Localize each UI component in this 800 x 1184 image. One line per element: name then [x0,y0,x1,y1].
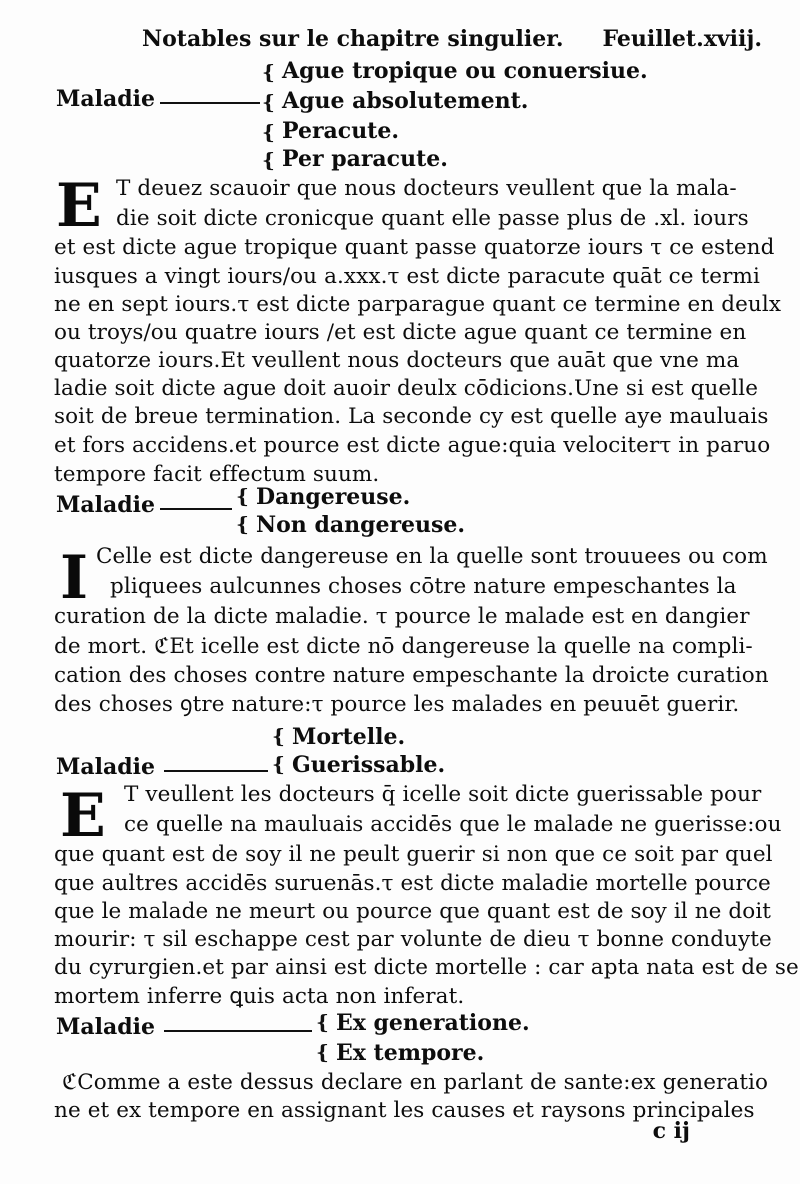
diagram-connector [164,1030,312,1032]
diagram-item: Ague absolutement. [282,88,529,114]
header-title: Notables sur le chapitre singulier. [142,26,564,52]
folio-number: Feuillet.xviij. [602,26,762,52]
brace-icon: { [236,512,249,536]
diagram-connector [164,770,268,772]
brace-icon: { [236,484,249,508]
text-line: ladie soit dicte ague doit auoir deulx cōdicions.Une si est quelle [54,376,759,401]
brace-icon: { [262,60,275,84]
diagram-item: Ex generatione. [336,1010,530,1036]
diagram-item: Guerissable. [292,752,446,778]
diagram-label: Maladie [56,86,155,112]
text-line: curation de la dicte maladie. τ pource le malade est en dangier [54,604,750,629]
text-line: tempore facit effectum suum. [54,462,380,487]
diagram-item: Ex tempore. [336,1040,485,1066]
brace-icon: { [316,1040,329,1064]
brace-icon: { [272,724,285,748]
drop-cap: E [56,171,102,241]
text-line: ce quelle na mauluais accidēs que le malade ne guerisse:ou [124,812,782,837]
drop-cap: E [60,781,106,851]
brace-icon: { [262,120,275,144]
diagram-item: Ague tropique ou conuersiue. [282,58,648,84]
text-line: que quant est de soy il ne peult guerir si non que ce soit par quel [54,842,773,867]
text-line: ou troys/ou quatre iours /et est dicte ague quant ce termine en [54,320,747,345]
diagram-connector [160,102,260,104]
diagram-item: Dangereuse. [256,484,411,510]
text-line: de mort. ℭEt icelle est dicte nō dangereuse la quelle na compli- [54,634,753,659]
text-line: des choses ꝯtre nature:τ pource les malades en peuuēt guerir. [54,692,740,717]
text-line: ℭComme a este dessus declare en parlant de sante:ex generatio [62,1070,769,1095]
brace-icon: { [272,752,285,776]
text-line: iusques a vingt iours/ou a.xxx.τ est dicte paracute quāt ce termi [54,264,760,289]
diagram-label: Maladie [56,1014,155,1040]
running-header [142,26,762,56]
text-line: et fors accidens.et pource est dicte ague:quia velociterτ in paruo [54,433,771,458]
text-line: que aultres accidēs suruenās.τ est dicte maladie mortelle pource [54,871,771,896]
text-line: pliquees aulcunnes choses cōtre nature empeschantes la [110,574,737,599]
text-line: du cyrurgien.et par ainsi est dicte mortelle : car apta nata est de se [54,955,799,980]
brace-icon: { [316,1010,329,1034]
text-line: mortem inferre ꝗuis acta non inferat. [54,984,465,1009]
text-line: ne et ex tempore en assignant les causes et raysons principales [54,1098,755,1123]
diagram-connector [160,508,232,510]
diagram-label: Maladie [56,492,155,518]
text-line: et est dicte ague tropique quant passe quatorze iours τ ce estend [54,235,775,260]
text-line: cation des choses contre nature empeschante la droicte curation [54,663,769,688]
diagram-item: Peracute. [282,118,400,144]
brace-icon: { [262,148,275,172]
text-line: Celle est dicte dangereuse en la quelle sont trouuees ou com [96,544,768,569]
text-line: T veullent les docteurs q̄ icelle soit dicte guerissable pour [124,782,762,807]
brace-icon: { [262,90,275,114]
text-line: ne en sept iours.τ est dicte parparague quant ce termine en deulx [54,292,782,317]
text-line: que le malade ne meurt ou pource que quant est de soy il ne doit [54,899,772,924]
text-line: soit de breue termination. La seconde cy est quelle aye mauluais [54,404,769,429]
text-line: T deuez scauoir que nous docteurs veullent que la mala- [116,176,737,201]
diagram-item: Non dangereuse. [256,512,466,538]
text-line: die soit dicte cronicque quant elle passe plus de .xl. iours [116,206,749,231]
text-line: quatorze iours.Et veullent nous docteurs que auāt que vne ma [54,348,740,373]
drop-cap: I [60,543,89,613]
signature-mark: c ij [652,1118,690,1144]
diagram-item: Mortelle. [292,724,406,750]
diagram-item: Per paracute. [282,146,448,172]
text-line: mourir: τ sil eschappe cest par volunte de dieu τ bonne conduyte [54,927,772,952]
diagram-label: Maladie [56,754,155,780]
